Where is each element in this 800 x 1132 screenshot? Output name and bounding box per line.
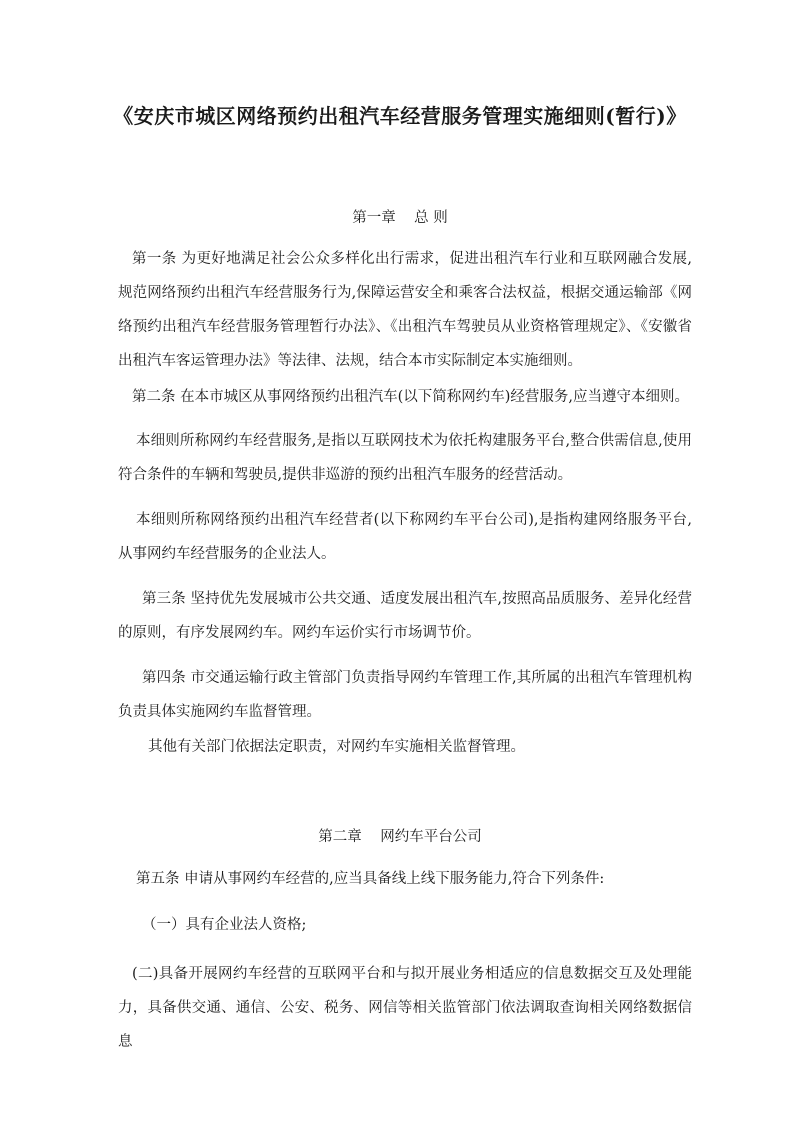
article-2: 第二条 在本市城区从事网络预约出租汽车(以下简称网约车)经营服务,应当遵守本细则。 bbox=[132, 389, 690, 405]
chapter-heading-1: 第一章 总 则 bbox=[352, 210, 448, 226]
article-4: 第四条 市交通运输行政主管部门负责指导网约车管理工作,其所属的出租汽车管理机构负责具体实施网约车监督管理。 bbox=[118, 670, 692, 720]
chapter-heading-2: 第二章 网约车平台公司 bbox=[318, 829, 482, 845]
article-4-paragraph-2: 其他有关部门依据法定职责，对网约车实施相关监督管理。 bbox=[148, 739, 525, 755]
article-5-item-1: （一）具有企业法人资格; bbox=[142, 917, 307, 933]
article-2-paragraph-3: 本细则所称网络预约出租汽车经营者(以下称网约车平台公司),是指构建网络服务平台,从事网约车经营服务的企业法人。 bbox=[118, 512, 692, 562]
article-5: 第五条 申请从事网约车经营的,应当具备线上线下服务能力,符合下列条件: bbox=[136, 871, 605, 887]
document-title: 《安庆市城区网络预约出租汽车经营服务管理实施细则(暂行)》 bbox=[113, 104, 687, 128]
article-1: 第一条 为更好地满足社会公众多样化出行需求，促进出租汽车行业和互联网融合发展,规范网络预约出租汽车经营服务行为,保障运营安全和乘客合法权益，根据交通运输部《网络预约出租汽车经营服务管理暂行办法》、《出租汽车驾驶员从业资格管理规定》、《安徽省出租汽车客运管理办法》等法律、法规，结合本市实际制定本实施细则。 bbox=[118, 251, 692, 369]
article-3: 第三条 坚持优先发展城市公共交通、适度发展出租汽车,按照高品质服务、差异化经营的原则，有序发展网约车。网约车运价实行市场调节价。 bbox=[118, 591, 692, 641]
article-2-paragraph-2: 本细则所称网约车经营服务,是指以互联网技术为依托构建服务平台,整合供需信息,使用符合条件的车辆和驾驶员,提供非巡游的预约出租汽车服务的经营活动。 bbox=[118, 433, 692, 483]
article-5-item-2: (二)具备开展网约车经营的互联网平台和与拟开展业务相适应的信息数据交互及处理能力，具备供交通、通信、公安、税务、网信等相关监管部门依法调取查询相关网络数据信息 bbox=[118, 966, 692, 1050]
